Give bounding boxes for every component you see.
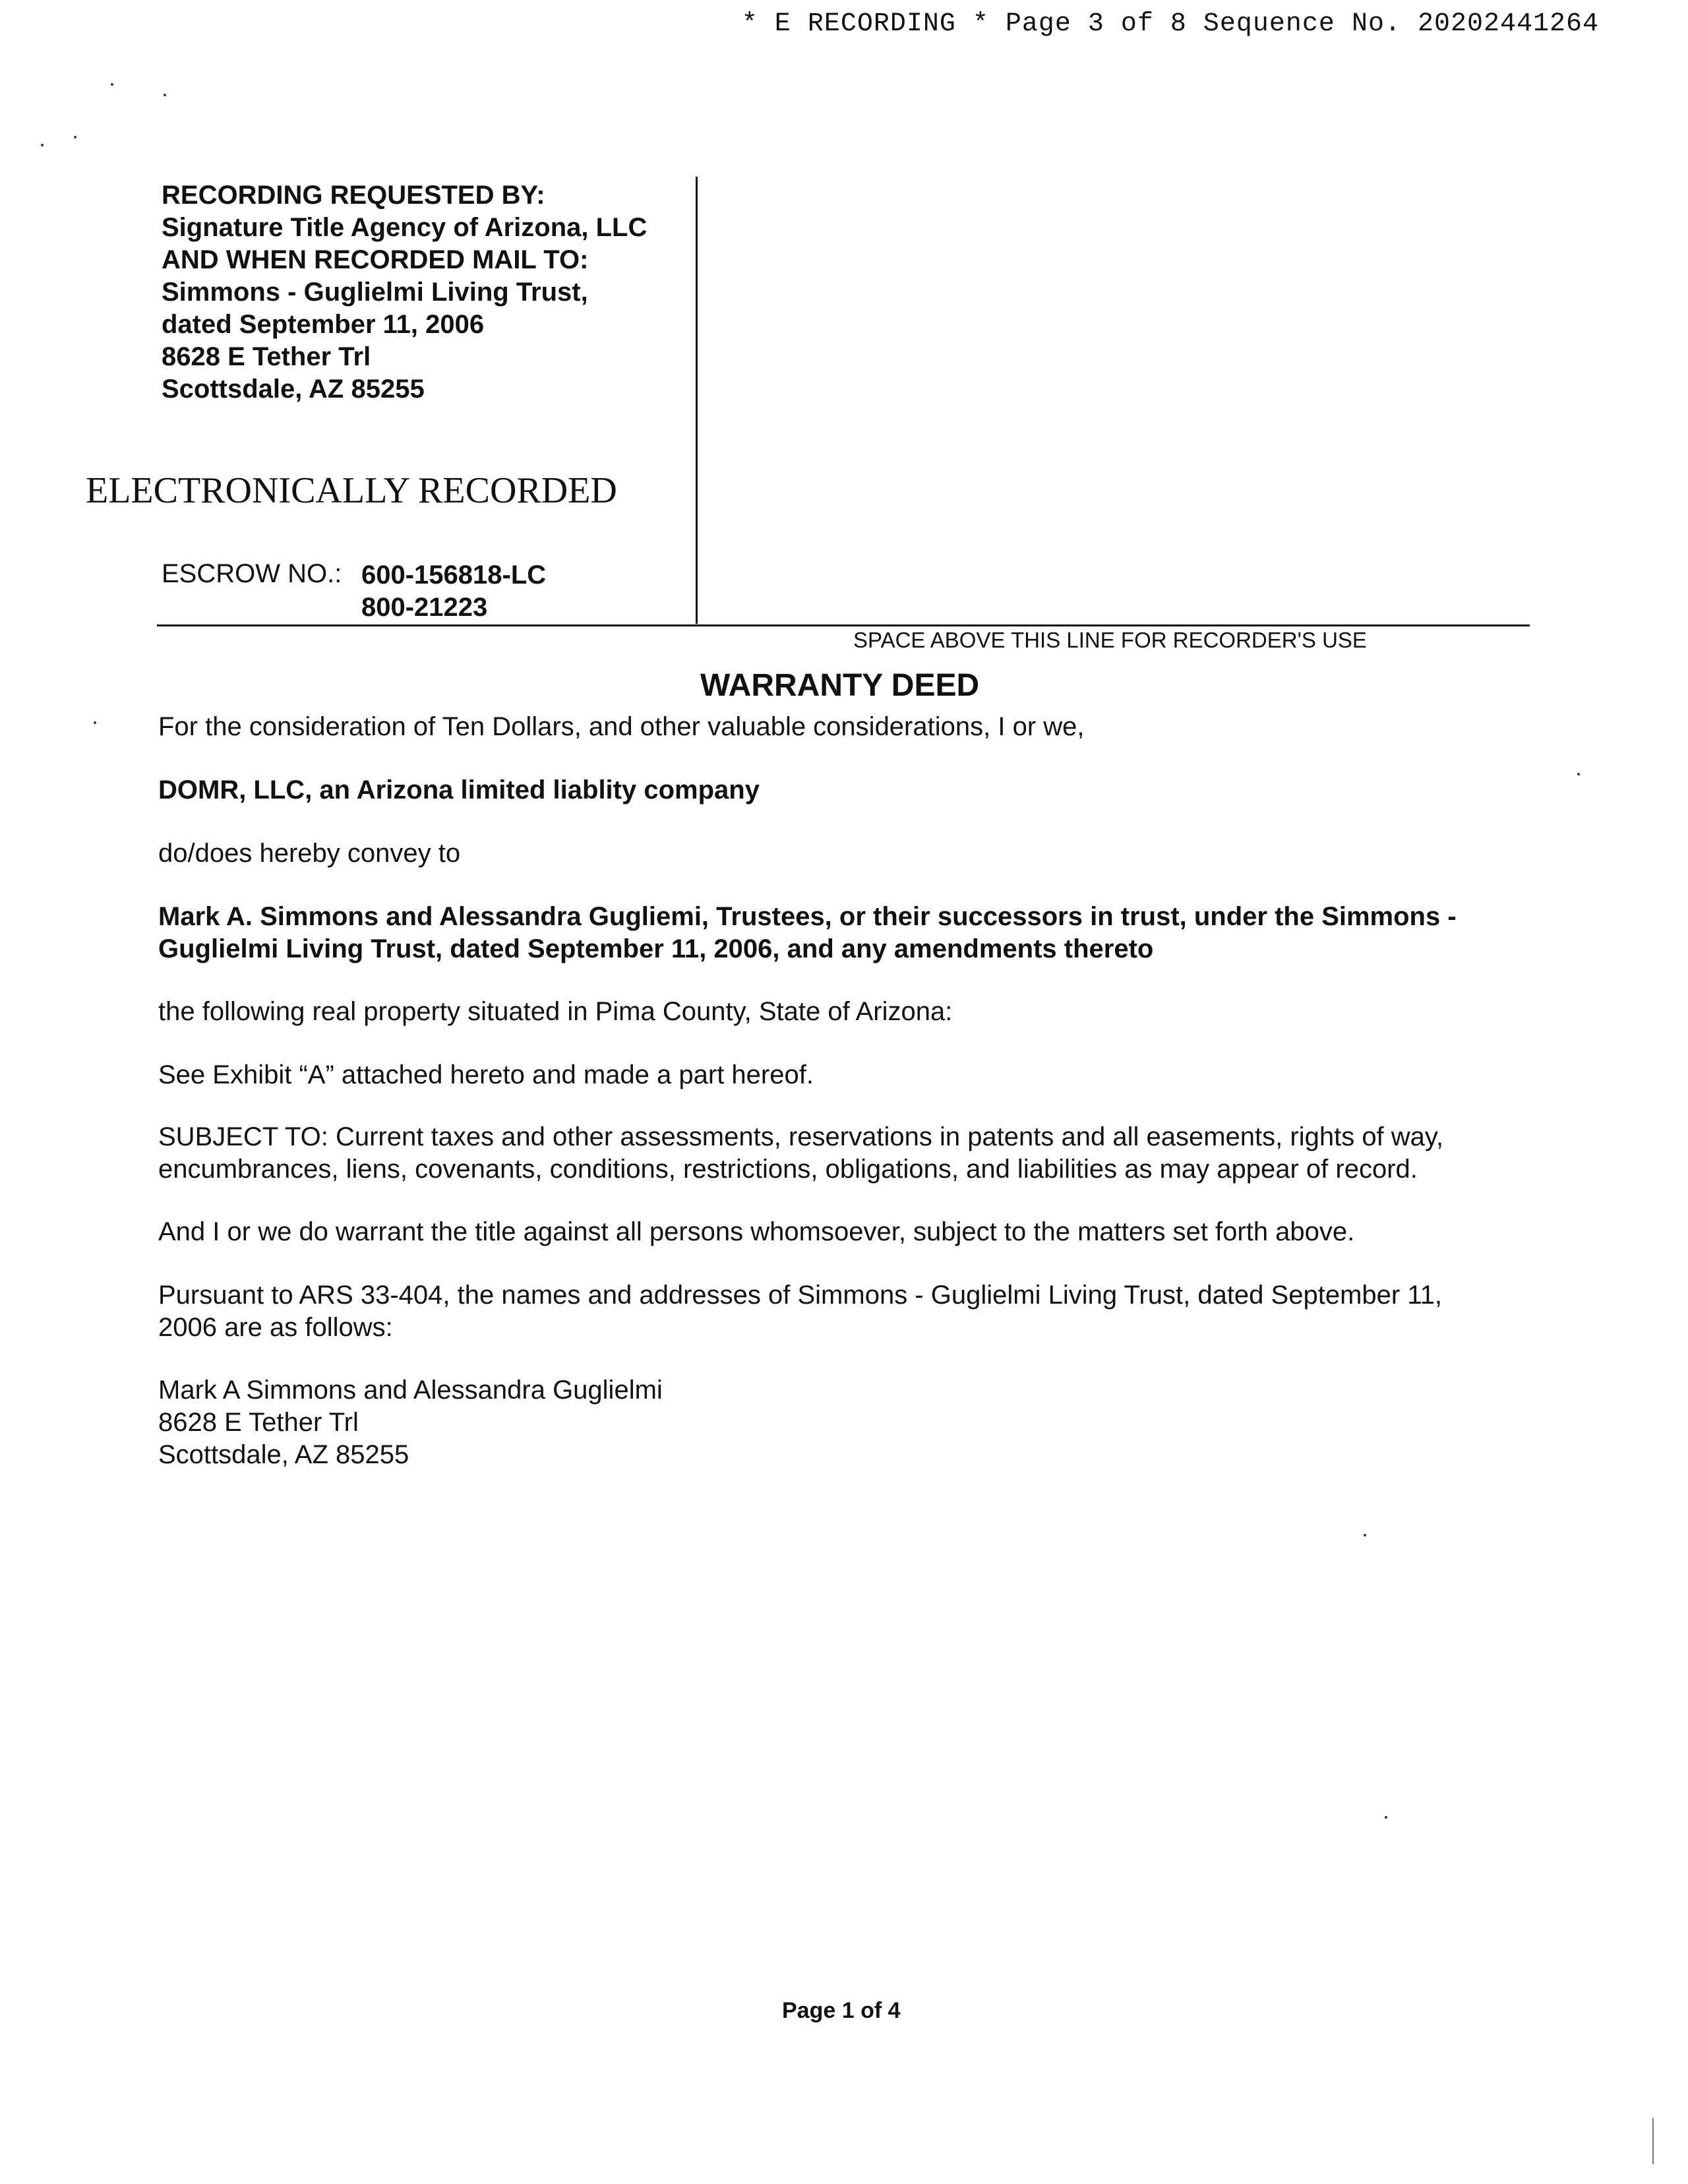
mail-to-dated: dated September 11, 2006 (162, 310, 485, 339)
grantor-name: DOMR, LLC, an Arizona limited liablity company (158, 775, 760, 804)
address-city: Scottsdale, AZ 85255 (158, 1440, 409, 1469)
mail-to-street: 8628 E Tether Trl (162, 342, 371, 371)
recorder-use-line (157, 624, 1530, 626)
subject-to-paragraph: SUBJECT TO: Current taxes and other assessments, reservations in patents and all easements, rights of way, encumbrances, liens, covenants, conditions, restrictions, obligations, and liabilities as may appear of record. (158, 1122, 1444, 1184)
exhibit-paragraph: See Exhibit “A” attached hereto and made a part hereof. (158, 1060, 814, 1089)
recorder-use-caption: SPACE ABOVE THIS LINE FOR RECORDER'S USE (853, 628, 1367, 652)
recording-requested-block (162, 179, 647, 406)
electronically-recorded-stamp: ELECTRONICALLY RECORDED (86, 470, 617, 511)
grantee-paragraph: Mark A. Simmons and Alessandra Gugliemi, Trustees, or their successors in trust, under the Simmons - Guglielmi Living Trust, dated September 11, 2006, and any amendments thereto (158, 902, 1457, 963)
recording-stamp: * E RECORDING * Page 3 of 8 Sequence No. 20202441264 (741, 9, 1599, 39)
escrow-label: ESCROW NO.: (162, 559, 342, 588)
scan-speck (164, 94, 166, 96)
title-agency-name: Signature Title Agency of Arizona, LLC (162, 213, 648, 242)
scan-speck (94, 721, 96, 724)
mail-to-name: Simmons - Guglielmi Living Trust, (162, 278, 588, 307)
scan-speck (74, 136, 76, 138)
mail-to-label: AND WHEN RECORDED MAIL TO: (162, 245, 589, 274)
escrow-number-secondary: 800-21223 (361, 593, 488, 622)
document-title: WARRANTY DEED (700, 668, 980, 703)
recording-requested-label: RECORDING REQUESTED BY: (162, 181, 545, 210)
scan-edge-mark (1652, 2118, 1654, 2164)
grantee-address-block (158, 1374, 1530, 1471)
scan-speck (1385, 1816, 1387, 1819)
property-paragraph: the following real property situated in Pima County, State of Arizona: (158, 997, 953, 1026)
convey-paragraph: do/does hereby convey to (158, 839, 461, 868)
pursuant-paragraph: Pursuant to ARS 33-404, the names and addresses of Simmons - Guglielmi Living Trust, dated September 11, 2006 are as follows: (158, 1281, 1442, 1342)
mail-to-city: Scottsdale, AZ 85255 (162, 375, 425, 404)
warrant-paragraph: And I or we do warrant the title against all persons whomsoever, subject to the matters set forth above. (158, 1217, 1355, 1246)
page-number: Page 1 of 4 (782, 1998, 901, 2023)
scan-speck (1364, 1534, 1366, 1536)
address-name: Mark A Simmons and Alessandra Guglielmi (158, 1376, 663, 1405)
escrow-numbers (361, 559, 546, 624)
recorder-box-divider (696, 177, 698, 624)
escrow-number-primary: 600-156818-LC (361, 561, 547, 590)
scan-speck (1577, 773, 1580, 775)
address-street: 8628 E Tether Trl (158, 1408, 359, 1437)
consideration-paragraph: For the consideration of Ten Dollars, and other valuable considerations, I or we, (158, 712, 1085, 741)
scan-speck (111, 83, 113, 86)
scan-speck (41, 144, 44, 146)
